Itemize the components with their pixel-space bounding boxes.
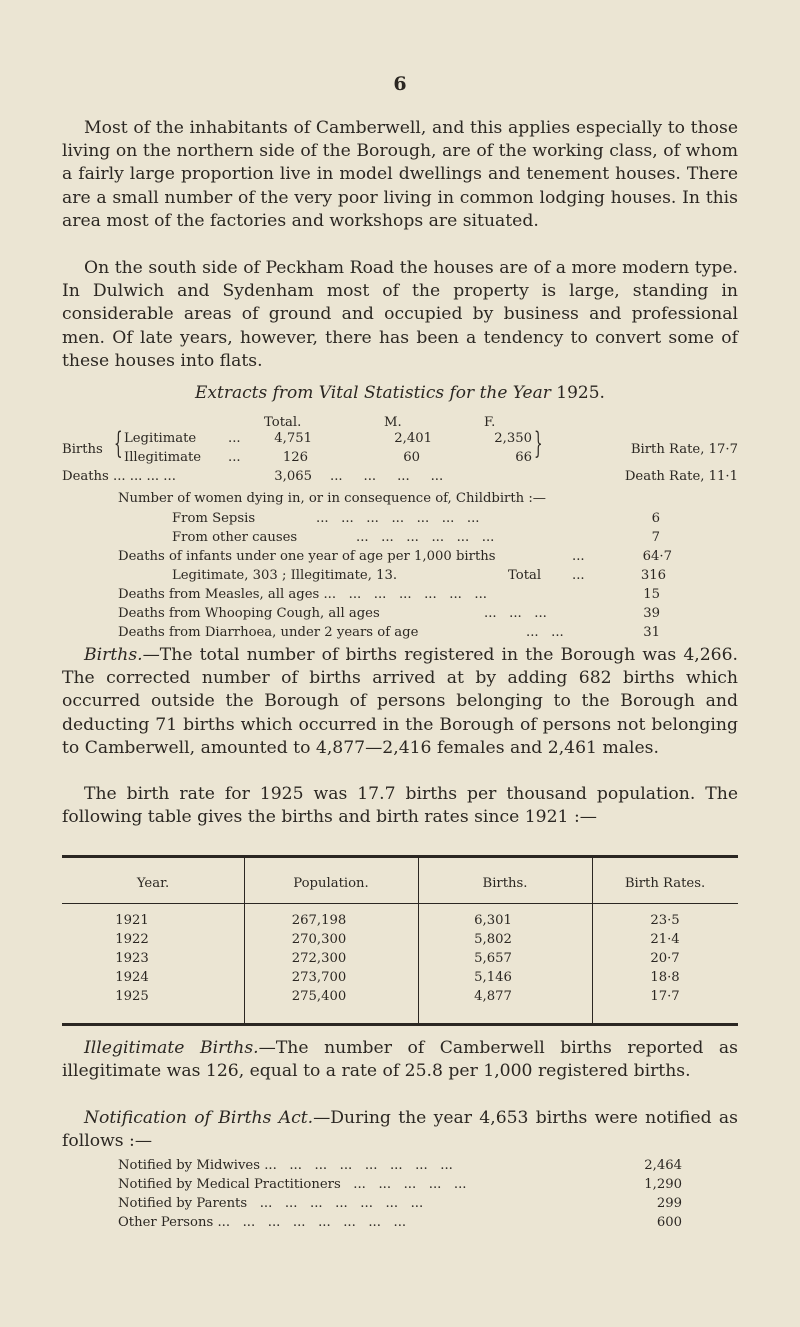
legit-dots: ... [228,431,241,446]
detail-value: 6 [651,511,660,526]
intro-paragraph-1: Most of the inhabitants of Camberwell, and this applies especially to those living on the northern side of the Borough, are of the working class, of whom a fairly large proportion live in model dwellings and tenement houses. There are a small number of the very poor living in common lodging houses. In this area most of the factories and workshops are situated. [62,118,738,231]
detail-label: Deaths from Measles, all ages ... ... ... ... ... ... ... [118,587,487,602]
detail-value: 7 [651,530,660,545]
table-cell: 5,657 [474,951,512,966]
table-header-year: Year. [136,876,170,891]
table-cell: 18·8 [650,970,680,985]
detail-dots: ... ... [526,625,564,640]
detail-value: 39 [643,606,660,621]
notification-label: Notified by Midwives ... ... ... ... ... ... ... ... [118,1158,453,1173]
table-cell: 273,700 [291,970,347,985]
page-number: 6 [393,73,407,95]
table-cell: 5,146 [474,970,512,985]
deaths-total: 3,065 [274,469,312,484]
table-cell: 270,300 [291,932,347,947]
detail-dots: ... ... ... ... ... ... ... [316,511,480,526]
table-cell: 1921 [115,913,149,928]
table-cell: 6,301 [474,913,512,928]
notification-value: 600 [656,1215,682,1230]
vital-statistics-heading: Extracts from Vital Statistics for the Year 1925. [195,383,605,403]
births-label: Births [62,442,103,457]
table-header-population: Population. [293,876,369,891]
intro-paragraph-2: On the south side of Peckham Road the houses are of a more modern type. In Dulwich and Sydenham most of the property is large, standing in considerable areas of ground and occupied by business and professional men. Of late years, however, there has been a tendency to convert some of these houses into flats. [62,258,738,371]
births-right-brace: } [534,426,543,461]
table-cell: 17·7 [650,989,680,1004]
deaths-dots: ... ... ... ... [330,469,444,484]
table-cell: 275,400 [291,989,347,1004]
notification-label: Notified by Parents ... ... ... ... ... ... ... [118,1196,424,1211]
detail-value: 316 [640,568,666,583]
illegit-m: 60 [403,450,420,465]
table-cell: 1924 [115,970,149,985]
table-top-rule [62,855,738,858]
table-header-births: Births. [482,876,528,891]
birth-rate-paragraph: The birth rate for 1925 was 17.7 births per thousand population. The following table gives the births and birth rates since 1921 :— [62,784,738,828]
deaths-label: Deaths ... ... ... ... [62,469,176,484]
illegit-f: 66 [515,450,532,465]
table-cell: 1922 [115,932,149,947]
births-left-brace: { [114,426,123,461]
notification-value: 299 [656,1196,682,1211]
death-rate: Death Rate, 11·1 [624,469,738,484]
detail-dots: ... ... ... ... ... ... [356,530,495,545]
detail-dots: ... [572,549,585,564]
notification-paragraph: Notification of Births Act.—During the year 4,653 births were notified as follows :— [62,1108,738,1152]
illegitimate-label: Illegitimate [124,450,202,465]
detail-value: 15 [643,587,660,602]
table-cell: 23·5 [650,913,680,928]
table-cell: 21·4 [650,932,680,947]
table-cell: 1925 [115,989,149,1004]
legit-total: 4,751 [274,431,312,446]
notification-value: 1,290 [644,1177,682,1192]
table-cell: 5,802 [474,932,512,947]
table-cell: 4,877 [474,989,512,1004]
detail-label: From Sepsis [172,511,256,526]
illegit-dots: ... [228,450,241,465]
table-header-birth-rates: Birth Rates. [624,876,706,891]
illegitimate-births-paragraph: Illegitimate Births.—The number of Camberwell births reported as illegitimate was 126, equal to a rate of 25.8 per 1,000 registered births. [62,1038,738,1082]
illegit-total: 126 [282,450,308,465]
table-header-rule [62,903,738,904]
legit-f: 2,350 [494,431,532,446]
detail-label: Deaths from Whooping Cough, all ages [118,606,380,621]
detail-label: Deaths of infants under one year of age per 1,000 births [118,549,496,564]
births-paragraph: Births.—The total number of births registered in the Borough was 4,266. The corrected number of births arrived at by adding 682 births which occurred outside the Borough of persons belonging to the Borough and deducting 71 births which occurred in the Borough of persons not belonging to Camberwell, amounted to 4,877—2,416 females and 2,461 males. [62,645,738,758]
detail-label: From other causes [172,530,298,545]
table-cell: 20·7 [650,951,680,966]
detail-value: 31 [643,625,660,640]
detail-dots: ... [572,568,585,583]
notification-value: 2,464 [644,1158,682,1173]
childbirth-intro: Number of women dying in, or in consequence of, Childbirth :— [118,491,546,506]
legitimate-label: Legitimate [124,431,197,446]
col-f-header: F. [484,415,496,430]
birth-rate: Birth Rate, 17·7 [630,442,738,457]
table-cell: 267,198 [291,913,347,928]
table-bottom-rule [62,1023,738,1026]
detail-label: Legitimate, 303 ; Illegitimate, 13. [172,568,398,583]
notification-label: Other Persons ... ... ... ... ... ... ... ... [118,1215,407,1230]
detail-dots: ... ... ... [484,606,547,621]
table-cell: 1923 [115,951,149,966]
detail-label: Deaths from Diarrhoea, under 2 years of age [118,625,419,640]
detail-mid-label: Total [508,568,542,583]
notification-label: Notified by Medical Practitioners ... ... ... ... ... [118,1177,467,1192]
table-cell: 272,300 [291,951,347,966]
col-total-header: Total. [264,415,302,430]
col-m-header: M. [384,415,402,430]
detail-value: 64·7 [642,549,672,564]
legit-m: 2,401 [394,431,432,446]
